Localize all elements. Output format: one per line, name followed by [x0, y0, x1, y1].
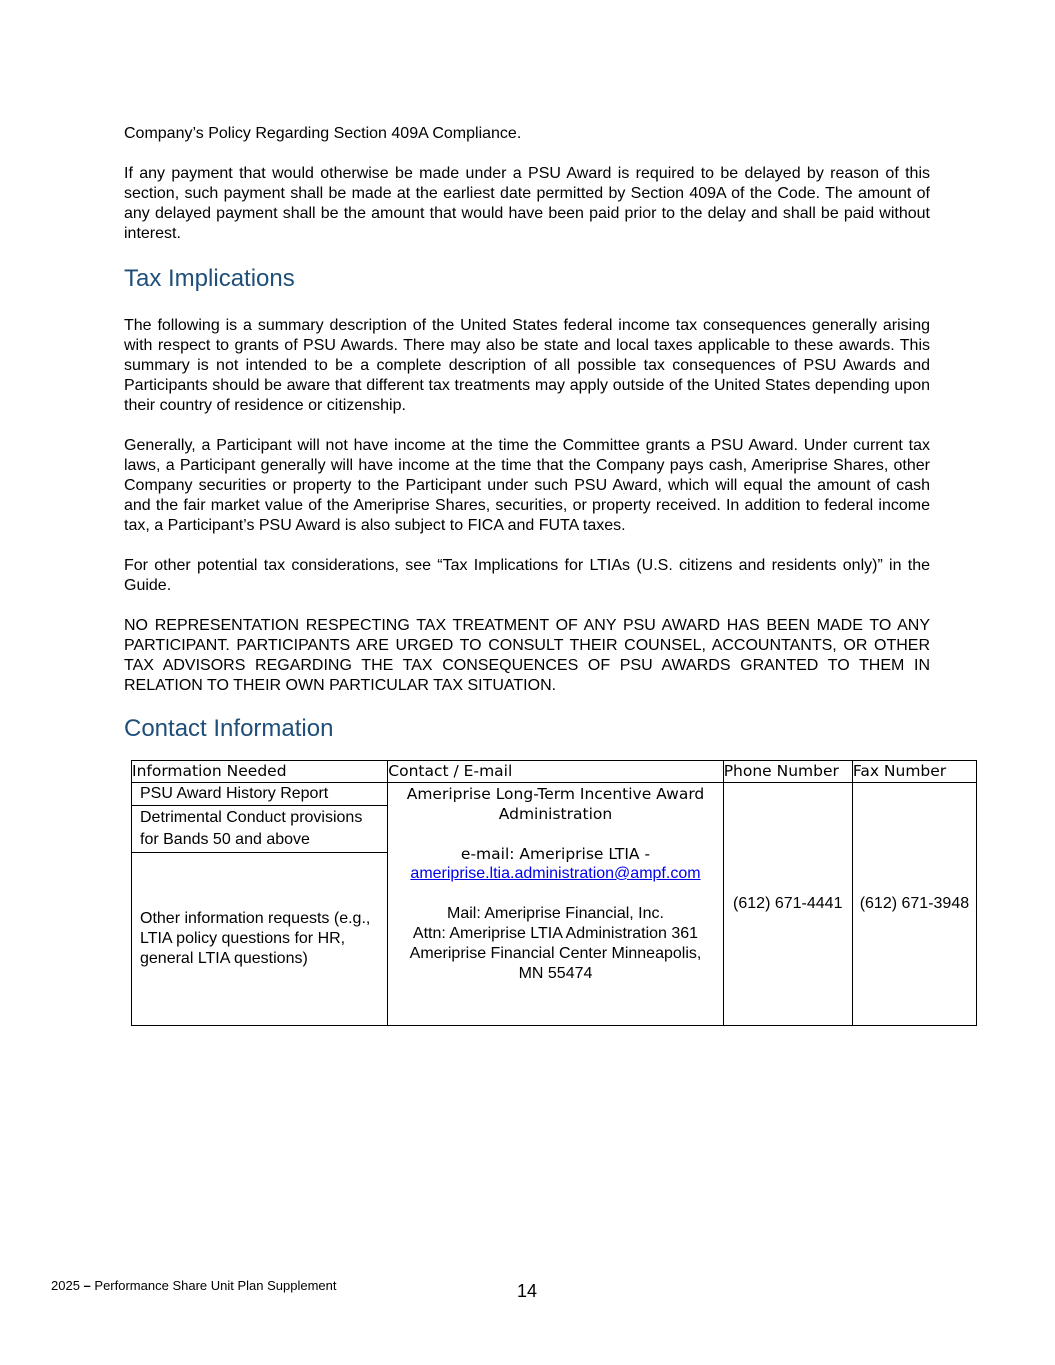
tax-paragraph-other: For other potential tax considerations, see “Tax Implications for LTIAs (U.S. citizens and residents only)” in the Guide. — [124, 557, 930, 594]
contact-email-link[interactable]: ameriprise.ltia.administration@ampf.com — [410, 865, 701, 882]
contact-cell — [388, 783, 723, 1026]
contact-mail-line2: Attn: Ameriprise LTIA Administration 361 Ameriprise Financial Center Minneapolis, MN 55474 — [409, 925, 702, 982]
table-header-row — [132, 761, 977, 783]
tax-implications-heading: Tax Implications — [124, 265, 295, 292]
header-information-needed: Information Needed — [132, 761, 388, 783]
tax-paragraph-income: Generally, a Participant will not have income at the time the Committee grants a PSU Award. Under current tax laws, a Participant generally will have income at the time that the Company pays cash, Ameriprise Shares, other Company securities or property to the Participant under such PSU Award, which will equal the amount of cash and the fair market value of the Ameriprise Shares, securities, or property received. In addition to federal income tax, a Participant’s PSU Award is also subject to FICA and FUTA taxes. — [124, 437, 930, 534]
phone-number-cell: (612) 671-4441 — [723, 783, 852, 1026]
contact-org: Ameriprise Long-Term Incentive Award Administration — [406, 785, 705, 823]
row-psu-award-history: PSU Award History Report — [132, 783, 388, 806]
header-phone-number: Phone Number — [723, 761, 852, 783]
policy-line: Company’s Policy Regarding Section 409A Compliance. — [124, 125, 522, 142]
tax-paragraph-disclaimer: NO REPRESENTATION RESPECTING TAX TREATMENT OF ANY PSU AWARD HAS BEEN MADE TO ANY PARTICIPANT. PARTICIPANTS ARE URGED TO CONSULT THEIR COUNSEL, ACCOUNTANTS, OR OTHER TAX ADVISORS REGARDING THE TAX CONSEQUENCES OF PSU AWARDS GRANTED TO THEM IN RELATION TO THEIR OWN PARTICULAR TAX SITUATION. — [124, 617, 930, 694]
table-row — [132, 783, 977, 806]
contact-email-label: e-mail: Ameriprise LTIA - — [460, 845, 651, 863]
footer-year: 2025 — [51, 1278, 80, 1293]
footer-dash: – — [83, 1278, 91, 1293]
footer-doc-title: Performance Share Unit Plan Supplement — [94, 1278, 337, 1293]
header-contact-email: Contact / E-mail — [388, 761, 723, 783]
page-number: 14 — [517, 1281, 538, 1301]
fax-number-cell: (612) 671-3948 — [852, 783, 976, 1026]
contact-mail-line1: Mail: Ameriprise Financial, Inc. — [447, 905, 664, 922]
row-detrimental-conduct: Detrimental Conduct provisions for Bands 50 and above — [132, 806, 388, 853]
contact-information-heading: Contact Information — [124, 715, 334, 742]
delay-paragraph: If any payment that would otherwise be made under a PSU Award is required to be delayed by reason of this section, such payment shall be made at the earliest date permitted by Section 409A of the Code. The amount of any delayed payment shall be the amount that would have been paid prior to the delay and shall be paid without interest. — [124, 165, 930, 242]
document-body — [124, 124, 930, 760]
header-fax-number: Fax Number — [852, 761, 976, 783]
contact-table — [131, 760, 977, 1026]
row-other-requests: Other information requests (e.g., LTIA policy questions for HR, general LTIA questions) — [132, 853, 388, 1026]
footer-title — [51, 1278, 336, 1293]
tax-paragraph-summary: The following is a summary description of the United States federal income tax consequences generally arising with respect to grants of PSU Awards. There may also be state and local taxes applicable to these awards. This summary is not intended to be a complete description of all possible tax consequences of PSU Awards and Participants should be aware that different tax treatments may apply outside of the United States depending upon their country of residence or citizenship. — [124, 317, 930, 414]
